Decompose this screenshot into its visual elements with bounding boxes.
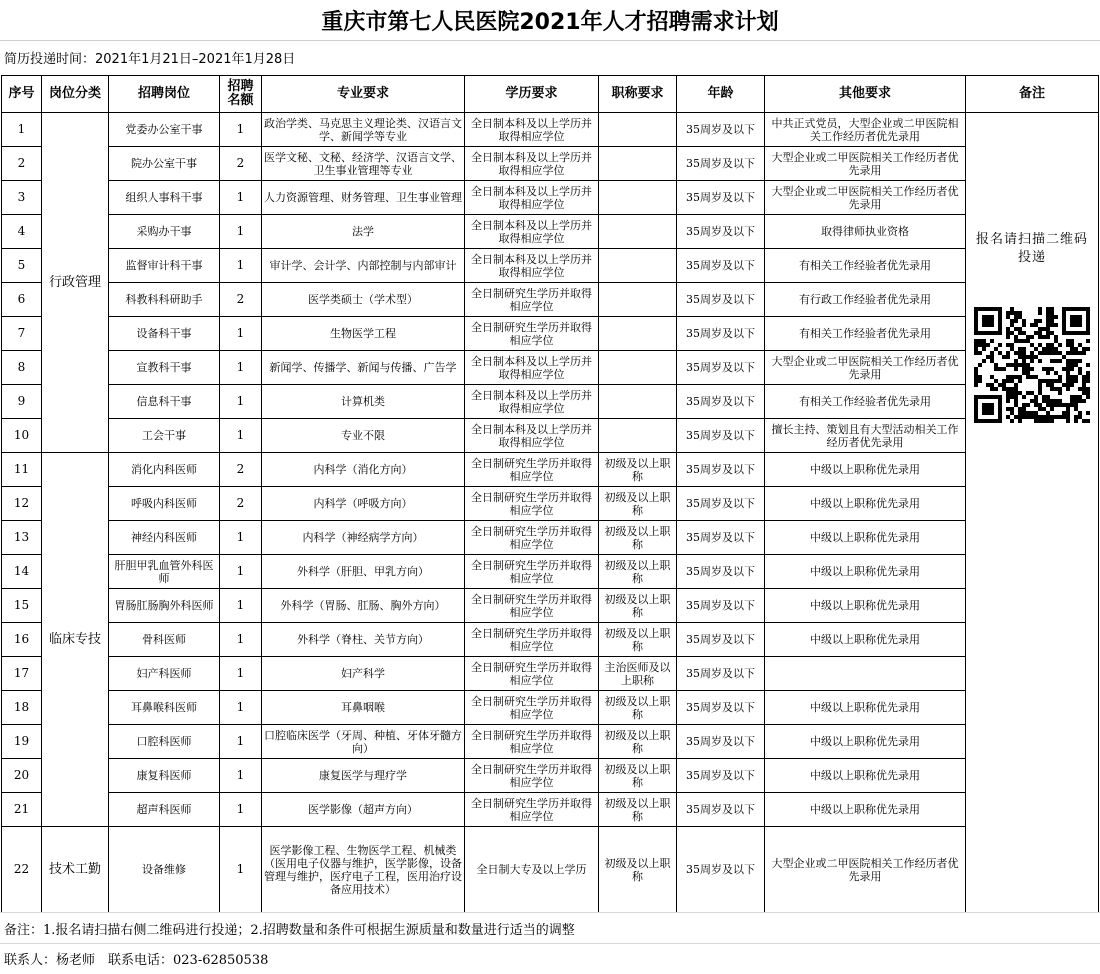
quota-cell: 1: [220, 419, 262, 453]
title-requirement-cell: 初级及以上职称: [599, 691, 677, 725]
education-cell: 全日制研究生学历并取得相应学位: [465, 521, 599, 555]
row-number: 5: [2, 249, 42, 283]
other-requirement-cell: 擅长主持、策划且有大型活动相关工作经历者优先录用: [765, 419, 966, 453]
other-requirement-cell: 中级以上职称优先录用: [765, 521, 966, 555]
other-requirement-cell: 大型企业或二甲医院相关工作经历者优先录用: [765, 181, 966, 215]
other-requirement-cell: 大型企业或二甲医院相关工作经历者优先录用: [765, 827, 966, 913]
position-cell: 妇产科医师: [109, 657, 220, 691]
note-cell: [966, 113, 1099, 913]
row-number: 22: [2, 827, 42, 913]
quota-cell: 1: [220, 589, 262, 623]
major-cell: 医学文秘、文秘、经济学、汉语言文学、卫生事业管理等专业: [262, 147, 465, 181]
education-cell: 全日制本科及以上学历并取得相应学位: [465, 419, 599, 453]
header-education: 学历要求: [465, 76, 599, 113]
education-cell: 全日制大专及以上学历: [465, 827, 599, 913]
row-number: 17: [2, 657, 42, 691]
education-cell: 全日制研究生学历并取得相应学位: [465, 793, 599, 827]
age-cell: 35周岁及以下: [677, 385, 765, 419]
major-cell: 内科学（消化方向）: [262, 453, 465, 487]
quota-cell: 1: [220, 691, 262, 725]
education-cell: 全日制本科及以上学历并取得相应学位: [465, 147, 599, 181]
header-position: 招聘岗位: [109, 76, 220, 113]
education-cell: 全日制本科及以上学历并取得相应学位: [465, 351, 599, 385]
age-cell: 35周岁及以下: [677, 215, 765, 249]
quota-cell: 1: [220, 827, 262, 913]
row-number: 12: [2, 487, 42, 521]
age-cell: 35周岁及以下: [677, 623, 765, 657]
education-cell: 全日制本科及以上学历并取得相应学位: [465, 215, 599, 249]
major-cell: 政治学类、马克思主义理论类、汉语言文学、新闻学等专业: [262, 113, 465, 147]
education-cell: 全日制研究生学历并取得相应学位: [465, 317, 599, 351]
position-cell: 口腔科医师: [109, 725, 220, 759]
education-cell: 全日制本科及以上学历并取得相应学位: [465, 181, 599, 215]
other-requirement-cell: 中级以上职称优先录用: [765, 623, 966, 657]
quota-cell: 1: [220, 555, 262, 589]
age-cell: 35周岁及以下: [677, 419, 765, 453]
title-requirement-cell: 初级及以上职称: [599, 793, 677, 827]
row-number: 8: [2, 351, 42, 385]
position-cell: 呼吸内科医师: [109, 487, 220, 521]
age-cell: 35周岁及以下: [677, 657, 765, 691]
qr-code-icon[interactable]: [974, 307, 1090, 423]
header-note: 备注: [966, 76, 1099, 113]
position-cell: 采购办干事: [109, 215, 220, 249]
other-requirement-cell: [765, 657, 966, 691]
row-number: 6: [2, 283, 42, 317]
title-requirement-cell: [599, 249, 677, 283]
quota-cell: 2: [220, 487, 262, 521]
title-requirement-cell: 初级及以上职称: [599, 827, 677, 913]
age-cell: 35周岁及以下: [677, 759, 765, 793]
row-number: 11: [2, 453, 42, 487]
row-number: 20: [2, 759, 42, 793]
major-cell: 生物医学工程: [262, 317, 465, 351]
row-number: 2: [2, 147, 42, 181]
table-row: [2, 555, 1099, 589]
other-requirement-cell: 有相关工作经验者优先录用: [765, 249, 966, 283]
quota-cell: 1: [220, 215, 262, 249]
application-period: 简历投递时间：2021年1月21日–2021年1月28日: [4, 51, 296, 67]
title-requirement-cell: [599, 215, 677, 249]
major-cell: 医学影像（超声方向）: [262, 793, 465, 827]
quota-cell: 2: [220, 453, 262, 487]
table-row: [2, 623, 1099, 657]
table-row: [2, 521, 1099, 555]
quota-cell: 1: [220, 793, 262, 827]
row-number: 19: [2, 725, 42, 759]
table-row: [2, 589, 1099, 623]
table-row: [2, 453, 1099, 487]
row-number: 4: [2, 215, 42, 249]
other-requirement-cell: 中级以上职称优先录用: [765, 487, 966, 521]
table-row: [2, 181, 1099, 215]
quota-cell: 1: [220, 759, 262, 793]
major-cell: 新闻学、传播学、新闻与传播、广告学: [262, 351, 465, 385]
major-cell: 耳鼻咽喉: [262, 691, 465, 725]
category-cell: 临床专技: [42, 453, 109, 827]
major-cell: 外科学（脊柱、关节方向）: [262, 623, 465, 657]
other-requirement-cell: 中级以上职称优先录用: [765, 759, 966, 793]
row-number: 16: [2, 623, 42, 657]
table-row: [2, 113, 1099, 147]
age-cell: 35周岁及以下: [677, 453, 765, 487]
title-requirement-cell: [599, 419, 677, 453]
row-number: 3: [2, 181, 42, 215]
education-cell: 全日制研究生学历并取得相应学位: [465, 623, 599, 657]
footer-note: 备注：1.报名请扫描右侧二维码进行投递；2.招聘数量和条件可根据生源质量和数量进行适当的调整: [4, 922, 575, 938]
position-cell: 设备维修: [109, 827, 220, 913]
table-row: [2, 759, 1099, 793]
divider: [0, 912, 1100, 913]
header-title-requirement: 职称要求: [599, 76, 677, 113]
row-number: 9: [2, 385, 42, 419]
title-requirement-cell: 主治医师及以上职称: [599, 657, 677, 691]
age-cell: 35周岁及以下: [677, 725, 765, 759]
table-row: [2, 215, 1099, 249]
position-cell: 院办公室干事: [109, 147, 220, 181]
education-cell: 全日制研究生学历并取得相应学位: [465, 657, 599, 691]
position-cell: 宣教科干事: [109, 351, 220, 385]
position-cell: 组织人事科干事: [109, 181, 220, 215]
quota-cell: 1: [220, 385, 262, 419]
other-requirement-cell: 中级以上职称优先录用: [765, 453, 966, 487]
age-cell: 35周岁及以下: [677, 283, 765, 317]
title-requirement-cell: [599, 385, 677, 419]
position-cell: 骨科医师: [109, 623, 220, 657]
education-cell: 全日制本科及以上学历并取得相应学位: [465, 249, 599, 283]
quota-cell: 1: [220, 351, 262, 385]
title-requirement-cell: 初级及以上职称: [599, 623, 677, 657]
recruitment-table: [1, 75, 1099, 913]
age-cell: 35周岁及以下: [677, 521, 765, 555]
age-cell: 35周岁及以下: [677, 249, 765, 283]
title-requirement-cell: 初级及以上职称: [599, 453, 677, 487]
other-requirement-cell: 中级以上职称优先录用: [765, 793, 966, 827]
other-requirement-cell: 有行政工作经验者优先录用: [765, 283, 966, 317]
title-requirement-cell: [599, 351, 677, 385]
header-other: 其他要求: [765, 76, 966, 113]
position-cell: 党委办公室干事: [109, 113, 220, 147]
table-row: [2, 249, 1099, 283]
header-category: 岗位分类: [42, 76, 109, 113]
age-cell: 35周岁及以下: [677, 317, 765, 351]
other-requirement-cell: 中级以上职称优先录用: [765, 555, 966, 589]
other-requirement-cell: 中级以上职称优先录用: [765, 589, 966, 623]
row-number: 13: [2, 521, 42, 555]
title-requirement-cell: [599, 181, 677, 215]
table-row: [2, 657, 1099, 691]
quota-cell: 2: [220, 283, 262, 317]
position-cell: 信息科干事: [109, 385, 220, 419]
row-number: 10: [2, 419, 42, 453]
age-cell: 35周岁及以下: [677, 487, 765, 521]
major-cell: 内科学（呼吸方向）: [262, 487, 465, 521]
other-requirement-cell: 有相关工作经验者优先录用: [765, 385, 966, 419]
major-cell: 专业不限: [262, 419, 465, 453]
other-requirement-cell: 中级以上职称优先录用: [765, 725, 966, 759]
header-major: 专业要求: [262, 76, 465, 113]
major-cell: 计算机类: [262, 385, 465, 419]
education-cell: 全日制研究生学历并取得相应学位: [465, 487, 599, 521]
header-quota: 招聘名额: [220, 76, 262, 113]
age-cell: 35周岁及以下: [677, 691, 765, 725]
major-cell: 外科学（胃肠、肛肠、胸外方向）: [262, 589, 465, 623]
position-cell: 监督审计科干事: [109, 249, 220, 283]
table-row: [2, 385, 1099, 419]
title-requirement-cell: 初级及以上职称: [599, 589, 677, 623]
title-requirement-cell: 初级及以上职称: [599, 521, 677, 555]
quota-cell: 1: [220, 623, 262, 657]
other-requirement-cell: 中共正式党员，大型企业或二甲医院相关工作经历者优先录用: [765, 113, 966, 147]
age-cell: 35周岁及以下: [677, 555, 765, 589]
age-cell: 35周岁及以下: [677, 793, 765, 827]
other-requirement-cell: 有相关工作经验者优先录用: [765, 317, 966, 351]
position-cell: 工会干事: [109, 419, 220, 453]
quota-cell: 1: [220, 249, 262, 283]
row-number: 7: [2, 317, 42, 351]
position-cell: 科教科科研助手: [109, 283, 220, 317]
table-row: [2, 317, 1099, 351]
position-cell: 消化内科医师: [109, 453, 220, 487]
major-cell: 妇产科学: [262, 657, 465, 691]
title-requirement-cell: [599, 113, 677, 147]
table-row: [2, 487, 1099, 521]
title-requirement-cell: [599, 147, 677, 181]
row-number: 14: [2, 555, 42, 589]
other-requirement-cell: 取得律师执业资格: [765, 215, 966, 249]
quota-cell: 1: [220, 113, 262, 147]
education-cell: 全日制研究生学历并取得相应学位: [465, 453, 599, 487]
title-requirement-cell: 初级及以上职称: [599, 555, 677, 589]
page-title: 重庆市第七人民医院2021年人才招聘需求计划: [0, 0, 1100, 41]
table-body: [2, 113, 1099, 913]
quota-cell: 1: [220, 317, 262, 351]
contact-info: 联系人：杨老师 联系电话：023-62850538: [4, 952, 269, 968]
age-cell: 35周岁及以下: [677, 113, 765, 147]
position-cell: 超声科医师: [109, 793, 220, 827]
education-cell: 全日制研究生学历并取得相应学位: [465, 589, 599, 623]
table-row: [2, 147, 1099, 181]
position-cell: 设备科干事: [109, 317, 220, 351]
major-cell: 医学类硕士（学术型）: [262, 283, 465, 317]
row-number: 18: [2, 691, 42, 725]
education-cell: 全日制研究生学历并取得相应学位: [465, 283, 599, 317]
age-cell: 35周岁及以下: [677, 589, 765, 623]
table-row: [2, 793, 1099, 827]
education-cell: 全日制研究生学历并取得相应学位: [465, 691, 599, 725]
age-cell: 35周岁及以下: [677, 181, 765, 215]
age-cell: 35周岁及以下: [677, 827, 765, 913]
table-row: [2, 283, 1099, 317]
age-cell: 35周岁及以下: [677, 147, 765, 181]
major-cell: 医学影像工程、生物医学工程、机械类（医用电子仪器与维护，医学影像，设备管理与维护，医疗电子工程，医用治疗设备应用技术）: [262, 827, 465, 913]
age-cell: 35周岁及以下: [677, 351, 765, 385]
education-cell: 全日制研究生学历并取得相应学位: [465, 725, 599, 759]
other-requirement-cell: 大型企业或二甲医院相关工作经历者优先录用: [765, 351, 966, 385]
position-cell: 耳鼻喉科医师: [109, 691, 220, 725]
major-cell: 外科学（肝胆、甲乳方向）: [262, 555, 465, 589]
title-requirement-cell: 初级及以上职称: [599, 759, 677, 793]
position-cell: 胃肠肛肠胸外科医师: [109, 589, 220, 623]
row-number: 15: [2, 589, 42, 623]
position-cell: 神经内科医师: [109, 521, 220, 555]
quota-cell: 1: [220, 725, 262, 759]
quota-cell: 1: [220, 657, 262, 691]
title-requirement-cell: 初级及以上职称: [599, 487, 677, 521]
education-cell: 全日制研究生学历并取得相应学位: [465, 555, 599, 589]
major-cell: 口腔临床医学（牙周、种植、牙体牙髓方向）: [262, 725, 465, 759]
category-cell: 行政管理: [42, 113, 109, 453]
major-cell: 康复医学与理疗学: [262, 759, 465, 793]
row-number: 21: [2, 793, 42, 827]
quota-cell: 1: [220, 181, 262, 215]
quota-cell: 2: [220, 147, 262, 181]
table-row: [2, 351, 1099, 385]
title-requirement-cell: [599, 283, 677, 317]
table-row: [2, 419, 1099, 453]
major-cell: 内科学（神经病学方向）: [262, 521, 465, 555]
title-requirement-cell: 初级及以上职称: [599, 725, 677, 759]
header-age: 年龄: [677, 76, 765, 113]
row-number: 1: [2, 113, 42, 147]
education-cell: 全日制本科及以上学历并取得相应学位: [465, 113, 599, 147]
header-no: 序号: [2, 76, 42, 113]
quota-cell: 1: [220, 521, 262, 555]
title-requirement-cell: [599, 317, 677, 351]
position-cell: 肝胆甲乳血管外科医师: [109, 555, 220, 589]
major-cell: 法学: [262, 215, 465, 249]
header-row: [2, 76, 1099, 113]
note-text: 报名请扫描二维码投递: [976, 232, 1089, 265]
major-cell: 人力资源管理、财务管理、卫生事业管理: [262, 181, 465, 215]
table-row: [2, 691, 1099, 725]
position-cell: 康复科医师: [109, 759, 220, 793]
category-cell: 技术工勤: [42, 827, 109, 913]
other-requirement-cell: 大型企业或二甲医院相关工作经历者优先录用: [765, 147, 966, 181]
table-row: [2, 827, 1099, 913]
education-cell: 全日制研究生学历并取得相应学位: [465, 759, 599, 793]
major-cell: 审计学、会计学、内部控制与内部审计: [262, 249, 465, 283]
table-row: [2, 725, 1099, 759]
education-cell: 全日制本科及以上学历并取得相应学位: [465, 385, 599, 419]
other-requirement-cell: 中级以上职称优先录用: [765, 691, 966, 725]
